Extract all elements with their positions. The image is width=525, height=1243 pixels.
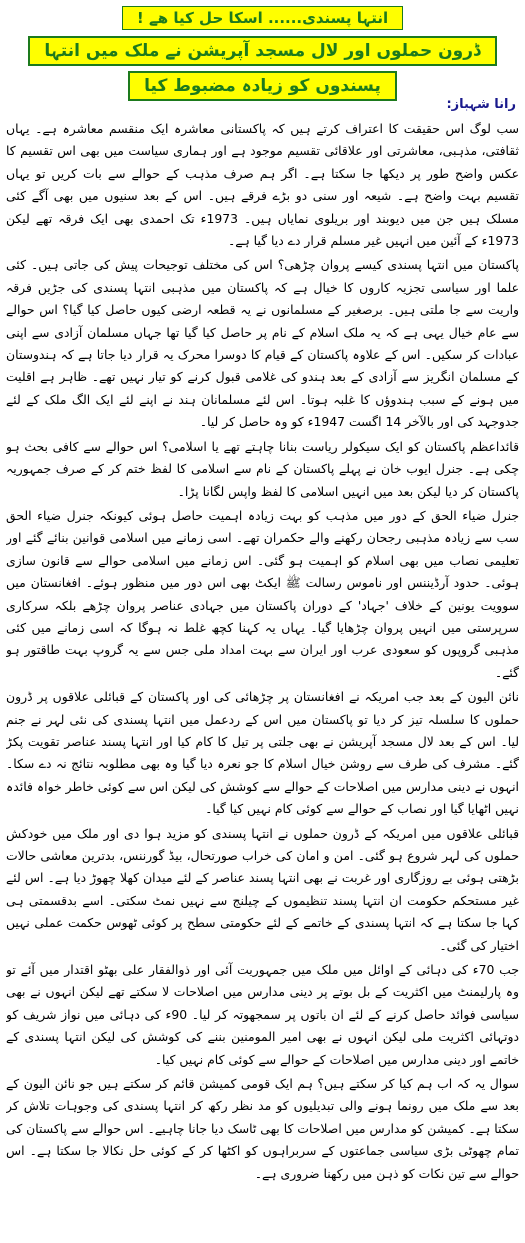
headline-main-line-1 (0, 36, 525, 66)
article-paragraph: جب 70ء کی دہائی کے اوائل میں ملک میں جمہوریت آئی اور ذوالفقار علی بھٹو اقتدار میں آئے تو وہ پارلیمنٹ میں اکثریت کے بل بوتے پر دینی مدارس میں اصلاحات لا سکتے تھے لیکن انہوں نے بھی سیاسی فوائد حاصل کرنے کے لئے ان باتوں پر سمجھوتہ کر لیا۔ 90ء کی دہائی میں نواز شریف کو دوتہائی اکثریت ملی لیکن انہوں نے بھی امیر المومنین بننے کی کوشش کی لیکن انتہا پسندی کے خاتمے اور دینی مدارس میں اصلاحات کے حوالے سے کوئی کام نہیں کیا۔ (6, 962, 519, 1067)
article-paragraph: جنرل ضیاء الحق کے دور میں مذہب کو بہت زیادہ اہمیت حاصل ہوئی کیونکہ جنرل ضیاء الحق سب سے زیادہ مذہبی رجحان رکھنے والے حکمران تھے۔ اسی زمانے میں اسلامی قوانین بنائے گئے اور تعلیمی نصاب میں بھی اسلام کو اہمیت ہو گئی۔ اس زمانے میں اسلامی حوالے سے قانون سازی ہوئی۔ حدود آرڈیننس اور ناموس رسالت ﷺ ایکٹ بھی اس دور میں منظور ہوئے۔ افغانستان میں سوویت یونین کے خلاف 'جہاد' کے دوران پاکستان میں جہادی عناصر پروان چڑھے بلکہ سرکاری سرپرستی میں انہیں پروان چڑھایا گیا۔ یہاں یہ کہنا کچھ غلط نہ ہوگا کہ اسی زمانے میں کئی مذہبی گروپوں کو سعودی عرب اور ایران سے بہت امداد ملی جس سے یہ گروپ بہت طاقتور ہو گئے۔ (6, 507, 519, 680)
article-paragraph: قبائلی علاقوں میں امریکہ کے ڈرون حملوں نے انتہا پسندی کو مزید ہوا دی اور ملک میں خودکش حملوں کی لہر شروع ہو گئی۔ امن و امان کی خراب صورتحال، بیڈ گورننس، بدترین معاشی حالات بڑھتی ہوئی بے روزگاری اور غربت نے بھی انتہا پسند عناصر کے لئے میدان کھلا چھوڑ دیا ہے۔ اس لئے غیر مستحکم حکومت ان انتہا پسند تنظیموں کے چیلنج سے نہیں نمٹ سکتی۔ اسے بدقسمتی ہی کہا جا سکتا ہے کہ انتہا پسندی کے خاتمے کے لئے حکومتی سطح پر کوئی ٹھوس حکمت عملی نہیں اختیار کی گئی۔ (6, 825, 519, 953)
article-paragraph: نائن الیون کے بعد جب امریکہ نے افغانستان پر چڑھائی کی اور پاکستان کے قبائلی علاقوں پر ڈرون حملوں کا سلسلہ تیز کر دیا تو پاکستان میں اس کے ردعمل میں انتہا پسندی کی نئی لہر نے جنم لیا۔ اس کے بعد لال مسجد آپریشن نے بھی جلتی پر تیل کا کام کیا اور انتہا پسند عناصر تقویت پکڑ گئے۔ مشرف کی طرف سے روشن خیال اسلام کا جو نعرہ دیا گیا وہ بھی مطلوبہ نتائج نہ دے سکا۔ انہوں نے دینی مدارس میں اصلاحات کے حوالے سے کوشش کی لیکن اس سے کوئی خاطر خواہ فائدہ نہیں اٹھایا گیا اور نصاب کے حوالے سے کوئی کام نہیں کیا گیا۔ (6, 689, 519, 817)
author-byline: رانا شہباز: (446, 97, 516, 112)
kicker-text: انتہا پسندی...... اسکا حل کیا ھے ! (122, 6, 403, 30)
article-paragraph: پاکستان میں انتہا پسندی کیسے پروان چڑھی؟ اس کی مختلف توجیحات پیش کی جاتی ہیں۔ کئی علما اور سیاسی تجزیہ کاروں کا خیال ہے کہ پاکستان میں مذہبی انتہا پسندی کی جڑیں فرقہ واریت سے جا ملتی ہیں۔ برصغیر کے مسلمانوں نے یہ قطعہ ارضی کیوں حاصل کیا گیا؟ اس حوالے سے عام خیال یہی ہے کہ یہ ملک اسلام کے نام پر حاصل کیا گیا تھا جہاں مسلمان آزادی سے اپنی عبادات کر سکیں۔ اس کے علاوہ پاکستان کے قیام کا دوسرا محرک یہ قرار دیا جاتا ہے کہ ہندوستان کے مسلمان انگریز سے آزادی کے بعد ہندو کی غلامی قبول کرنے کو تیار نہیں تھے۔ ظاہر ہے اقلیت میں ہونے کے سبب ہندوؤں کا غلبہ ہوتا۔ اس لئے مسلمانان ہند نے اپنے لئے ایک الگ ملک کے لئے جدوجہد کی اور بالآخر 14 اگست 1947ء کو وہ حاصل کر لیا۔ (6, 257, 519, 430)
article-paragraph: سوال یہ کہ اب ہم کیا کر سکتے ہیں؟ ہم ایک قومی کمیشن قائم کر سکتے ہیں جو نائن الیون کے بعد سے ملک میں رونما ہونے والی تبدیلیوں کو مد نظر رکھ کر انتہا پسندی کی وجوہات تلاش کر سکتا ہے۔ کمیشن کو مدارس میں اصلاحات کا بھی ٹاسک دیا جانا چاہیے۔ اس حوالے سے پاکستان کی تمام چھوٹی بڑی سیاسی جماعتوں کے سربراہوں کو اکٹھا کر کے کوئی حل نکالا جا سکتا ہے۔ اس حوالے سے تین نکات کو ذہن میں رکھنا ضروری ہے۔ (6, 1076, 519, 1181)
headline-text-line-1: ڈرون حملوں اور لال مسجد آپریشن نے ملک میں انتہا (28, 36, 496, 66)
headline-text-line-2: پسندوں کو زیادہ مضبوط کیا (128, 71, 397, 101)
headline-kicker (0, 6, 525, 30)
article-body (6, 118, 519, 1236)
article-paragraph: قائداعظم پاکستان کو ایک سیکولر ریاست بنانا چاہتے تھے یا اسلامی؟ اس حوالے سے کافی بحث ہو چکی ہے۔ جنرل ایوب خان نے پہلے پاکستان کے نام سے اسلامی کا لفظ ختم کر کے صرف جمہوریہ پاکستان کر دیا لیکن بعد میں انہیں اسلامی کا لفظ واپس لگانا پڑا۔ (6, 438, 519, 499)
article-paragraph: سب لوگ اس حقیقت کا اعتراف کرتے ہیں کہ پاکستانی معاشرہ ایک منقسم معاشرہ ہے۔ یہاں ثقافتی، مذہبی، معاشرتی اور علاقائی تقسیم موجود ہے اور ہماری سیاست میں بھی اس تقسیم کا عکس واضح طور پر دیکھا جا سکتا ہے۔ اگر ہم صرف مذہب کے حوالے سے بات کریں تو یہاں تقسیم بہت واضح ہے۔ شیعہ اور سنی دو بڑے فرقے ہیں۔ اس کے بعد سنیوں میں بھی آگے کئی مسلک ہیں جن میں دیوبند اور بریلوی نمایاں ہیں۔ 1973ء تک احمدی بھی ایک فرقہ تھے لیکن 1973ء کے آئین میں انہیں غیر مسلم قرار دے دیا گیا ہے۔ (6, 121, 519, 249)
